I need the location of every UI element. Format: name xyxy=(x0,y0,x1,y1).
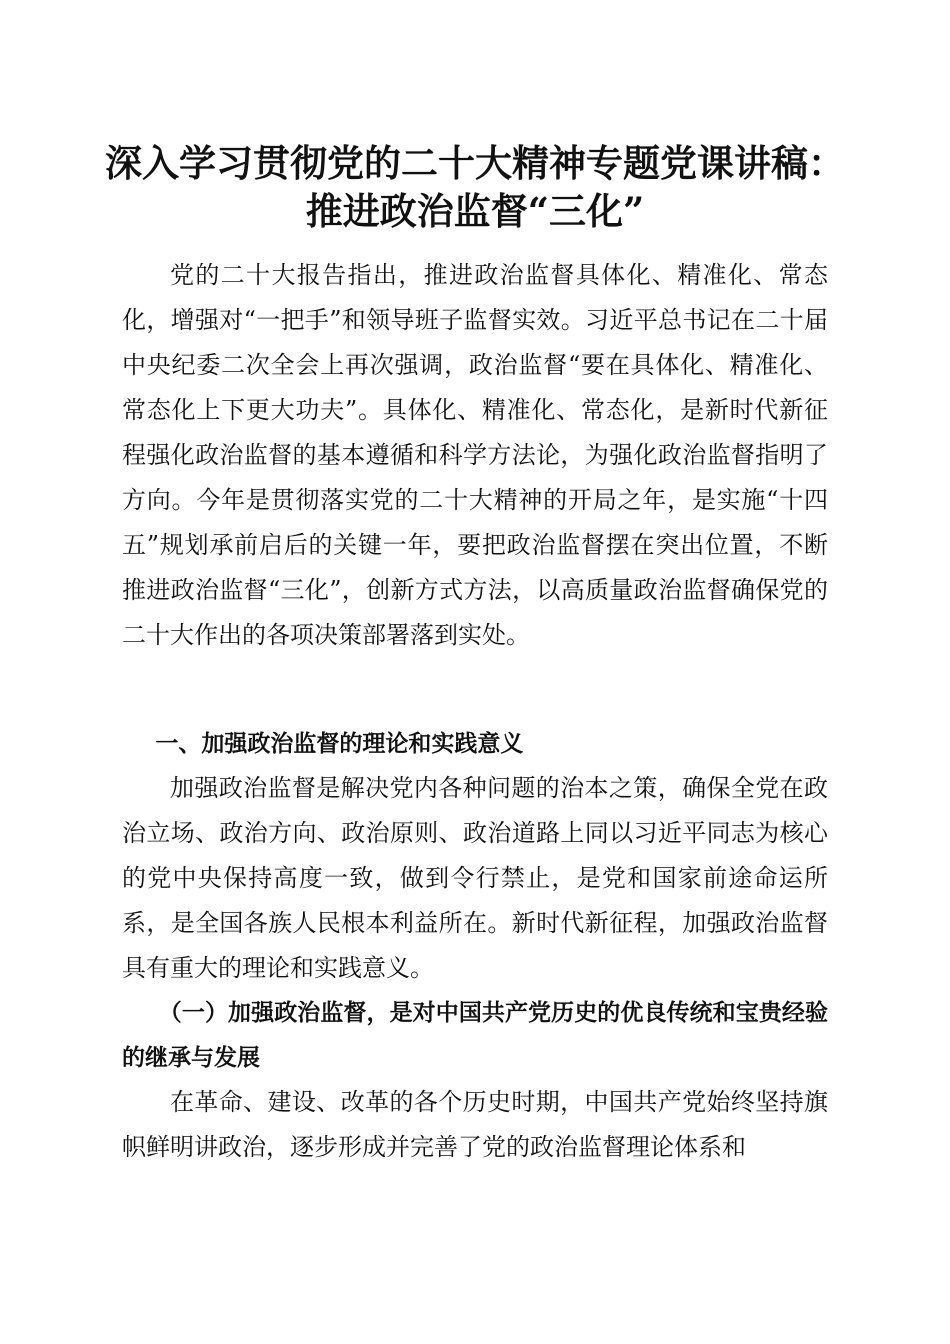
document-title-line-1: 深入学习贯彻党的二十大精神专题党课讲稿： xyxy=(105,141,845,185)
subsection-1-heading: （一）加强政治监督，是对中国共产党历史的优良传统和宝贵经验的继承与发展 xyxy=(122,999,828,1071)
section-1-paragraph: 加强政治监督是解决党内各种问题的治本之策，确保全党在政治立场、政治方向、政治原则、政治道路上同以习近平同志为核心的党中央保持高度一致，做到令行禁止，是党和国家前途命运所系，是全国各族人民根本利益所在。新时代新征程，加强政治监督具有重大的理论和实践意义。 xyxy=(122,774,828,982)
document-title-line-2: 推进政治监督“三化” xyxy=(305,189,645,233)
intro-paragraph: 党的二十大报告指出，推进政治监督具体化、精准化、常态化，增强对“一把手”和领导班子监督实效。习近平总书记在二十届中央纪委二次全会上再次强调，政治监督“要在具体化、精准化、常态化上下更大功夫”。具体化、精准化、常态化，是新时代新征程强化政治监督的基本遵循和科学方法论，为强化政治监督指明了方向。今年是贯彻落实党的二十大精神的开局之年，是实施“十四五”规划承前启后的关键一年，要把政治监督摆在突出位置，不断推进政治监督“三化”，创新方式方法，以高质量政治监督确保党的二十大作出的各项决策部署落到实处。 xyxy=(122,261,828,649)
section-1-heading: 一、加强政治监督的理论和实践意义 xyxy=(155,731,524,757)
subsection-1-paragraph: 在革命、建设、改革的各个历史时期，中国共产党始终坚持旗帜鲜明讲政治，逐步形成并完善了党的政治监督理论体系和 xyxy=(122,1088,828,1161)
